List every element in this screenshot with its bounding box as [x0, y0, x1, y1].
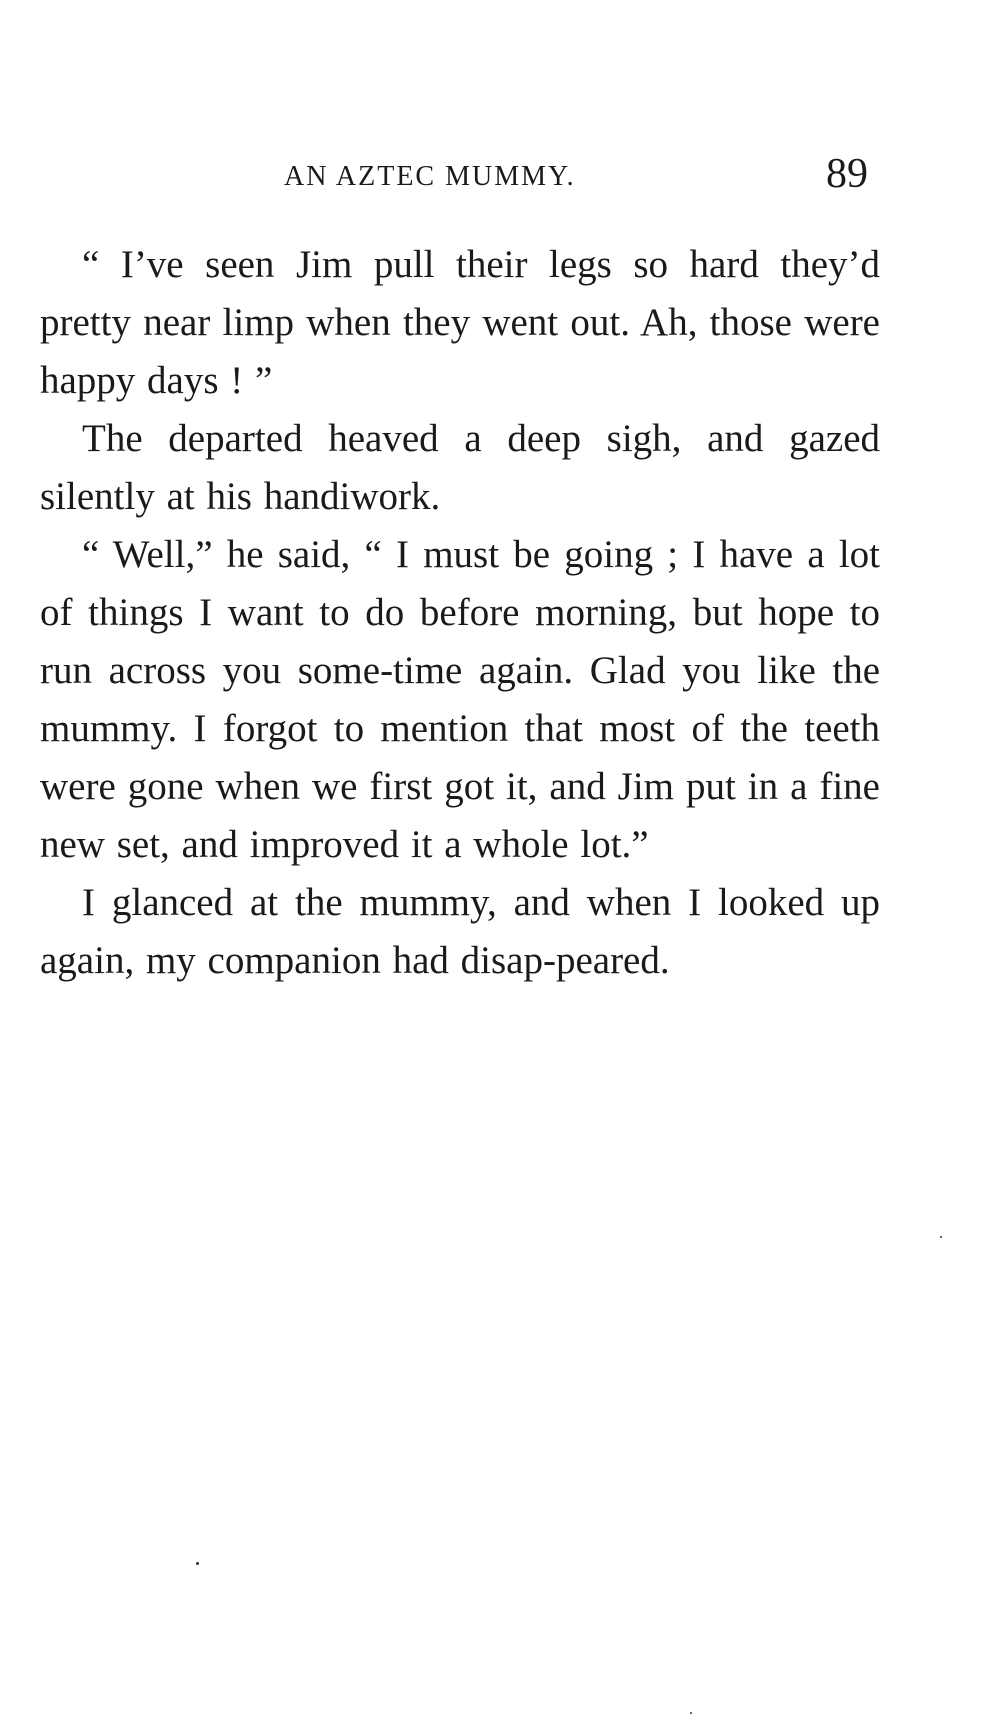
paragraph: “ Well,” he said, “ I must be going ; I have a lot of things I want to do before morning, but hope to run across you some-time again. Glad you like the mummy. I forgot to mention that most of the teeth were gone when we first got it, and Jim put in a fine new set, and improved it a whole lot.” — [40, 533, 880, 866]
paragraph: “ I’ve seen Jim pull their legs so hard they’d pretty near limp when they went out. Ah, those were happy days ! ” — [40, 243, 880, 402]
page-number: 89 — [826, 151, 868, 197]
running-title: AN AZTEC MUMMY. — [284, 161, 576, 192]
body-text — [40, 236, 880, 990]
paper-speck — [690, 1712, 692, 1714]
paragraph: I glanced at the mummy, and when I looked up again, my companion had disap-peared. — [40, 881, 880, 982]
paragraph: The departed heaved a deep sigh, and gazed silently at his handiwork. — [40, 417, 880, 518]
paper-speck — [196, 1562, 199, 1565]
paper-speck — [940, 1236, 942, 1238]
running-head — [0, 152, 1000, 202]
